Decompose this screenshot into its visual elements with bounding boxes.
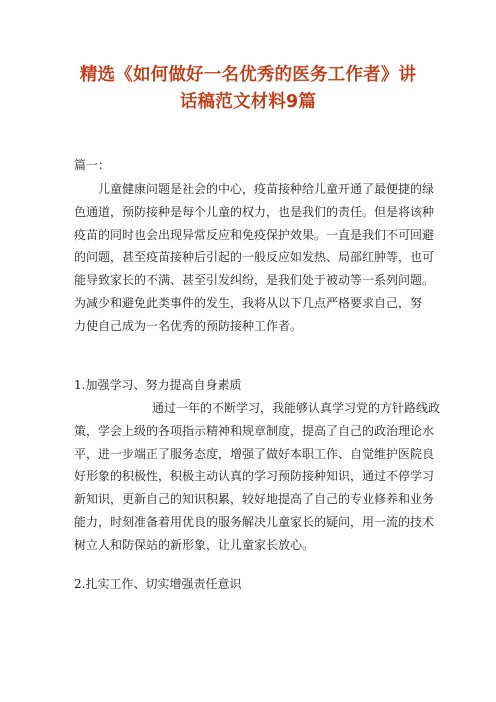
- paragraph-line: 能导致家长的不满、甚至引发纠纷，是我们处于被动等一系列问题。: [74, 273, 435, 288]
- subheading-2: [74, 573, 424, 596]
- subheading-text: 2.扎实工作、切实增强责任意识: [74, 577, 242, 591]
- paragraph-line: 疫苗的同时也会出现异常反应和免疫保护效果。一直是我们不可回避: [74, 227, 435, 242]
- subheading-1: [74, 374, 424, 397]
- section-label: 篇一：: [74, 158, 111, 172]
- paragraph-line: 能力，时刻准备着用优良的服务解决儿童家长的疑问，用一流的技术: [74, 514, 435, 529]
- paragraph-line: 儿童健康问题是社会的中心，疫苗接种给儿童开通了最便捷的绿: [98, 182, 435, 196]
- paragraph-line: 好形象的积极性，积极主动认真的学习预防接种知识，通过不停学习: [74, 469, 435, 484]
- paragraph-line: 新知识，更新自己的知识积累，较好地提高了自己的专业修养和业务: [74, 492, 435, 507]
- paragraph-line: 力使自己成为一名优秀的预防接种工作者。: [74, 318, 303, 333]
- paragraph-line: 平，进一步端正了服务态度，增强了做好本职工作、自觉维护医院良: [74, 446, 435, 461]
- paragraph-line: 为减少和避免此类事件的发生，我将从以下几点严格要求自己，努: [74, 295, 423, 310]
- paragraph-line: 树立人和防保站的新形象，让儿童家长放心。: [74, 537, 315, 552]
- paragraph-line: 通过一年的不断学习，我能够认真学习党的方针路线政: [152, 401, 441, 415]
- document-title: [60, 62, 436, 116]
- paragraph-2: [74, 397, 441, 557]
- subheading-text: 1.加强学习、努力提高自身素质: [74, 378, 242, 392]
- paragraph-line: 色通道，预防接种是每个儿童的权力，也是我们的责任。但是将该种: [74, 204, 435, 219]
- title-line: 精选《如何做好一名优秀的医务工作者》讲: [79, 65, 417, 85]
- paragraph-1: [74, 178, 435, 338]
- paragraph-line: 策，学会上级的各项指示精神和规章制度，提高了自己的政治理论水: [74, 423, 435, 438]
- title-line: 话稿范文材料9篇: [179, 92, 317, 112]
- paragraph-line: 的问题，甚至疫苗接种后引起的一般反应如发热、局部红肿等，也可: [74, 250, 435, 265]
